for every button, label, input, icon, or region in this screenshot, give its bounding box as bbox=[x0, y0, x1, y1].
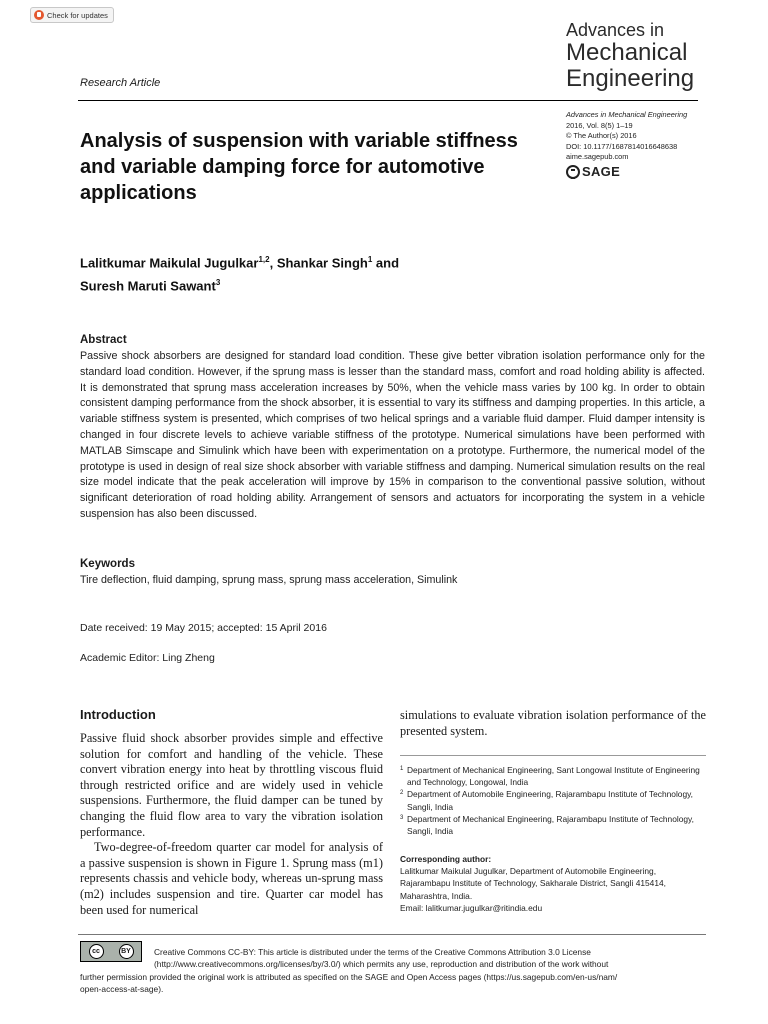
cc-icon: cc bbox=[89, 944, 104, 959]
corresponding-line-1: Lalitkumar Maikulal Jugulkar, Department of Automobile Engineering, bbox=[400, 866, 657, 877]
affiliation-number: 2 bbox=[400, 790, 404, 797]
keywords-text: Tire deflection, fluid damping, sprung mass, sprung mass acceleration, Simulink bbox=[80, 574, 458, 586]
header-divider bbox=[78, 100, 698, 101]
license-line-3[interactable]: further permission provided the original work is attributed as specified on the SAGE and Open Access pages (https://us.sagepub.com/en-us/nam/ bbox=[80, 971, 618, 982]
abstract-text: Passive shock absorbers are designed for standard load condition. These give better vibration isolation performance only for the standard load condition. However, if the sprung mass is lesser than the standard mass, comfort and road holding ability is affected. It is demonstrated that sprung mass acceleration increases by 50%, when the vehicle mass varies by 100 kg. In order to obtain consistent damping performance from the shock absorber, it is essential to vary its stiffness and damping properties. In this article, a variable stiffness system is presented, which comprises of two helical springs and a variable fluid damper. Fluid damper intensity is changed in four discrete levels to achieve variable stiffness of the prototype. Numerical simulations have been performed with MATLAB Simscape and Simulink which have been with experimentation on a prototype. Furthermore, the numerical model of the prototype is used in design of real size shock absorber with variable stiffness and damping. Numerical simulation results on the real size model indicate that the peak acceleration will improve by 15% in comparison to the conventional passive solution, without significant deterioration of road holding ability. Arrangement of sensors and actuators for incorporating the system in a vehicle suspension has also been discussed. bbox=[80, 350, 705, 520]
author-and: and bbox=[372, 255, 400, 271]
introduction-column-right: simulations to evaluate vibration isolation performance of the presented system. bbox=[400, 708, 706, 738]
affiliation-item bbox=[400, 788, 706, 812]
license-line-2[interactable]: (http://www.creativecommons.org/licenses/by/3.0/) which permits any use, reproduction and distribution of the work without bbox=[154, 959, 609, 970]
author-3[interactable]: Suresh Maruti Sawant bbox=[80, 278, 216, 294]
corresponding-author bbox=[400, 853, 706, 914]
affiliation-text: Department of Mechanical Engineering, Rajarambapu Institute of Technology, Sangli, India bbox=[407, 813, 694, 837]
intro-paragraph-2: Two-degree-of-freedom quarter car model for analysis of a passive suspension is shown in Figure 1. Sprung mass (m1) represents chassis and vehicle body, whereas un-sprung mass (m2) includes suspension and tire. Quarter car model has been used for numerical bbox=[80, 840, 383, 917]
corresponding-email[interactable]: Email: lalitkumar.jugulkar@ritindia.edu bbox=[400, 902, 543, 913]
affiliation-item bbox=[400, 813, 706, 837]
corresponding-author-heading: Corresponding author: bbox=[400, 854, 492, 864]
journal-title bbox=[566, 20, 756, 92]
introduction-heading: Introduction bbox=[80, 707, 156, 722]
license-line-1: Creative Commons CC-BY: This article is distributed under the terms of the Creative Commons Attribution 3.0 License bbox=[154, 947, 591, 957]
check-for-updates-badge[interactable] bbox=[30, 7, 114, 23]
author-separator: , bbox=[269, 255, 277, 271]
footnote-divider bbox=[400, 755, 706, 756]
corresponding-line-3: Maharashtra, India. bbox=[400, 890, 473, 901]
check-for-updates-label: Check for updates bbox=[47, 10, 108, 20]
author-3-affiliation: 3 bbox=[215, 278, 221, 288]
affiliation-number: 1 bbox=[400, 766, 404, 772]
bookmark-icon bbox=[34, 10, 44, 20]
affiliation-number: 3 bbox=[400, 814, 404, 821]
affiliation-text: Department of Automobile Engineering, Rajarambapu Institute of Technology, Sangli, India bbox=[407, 789, 694, 812]
author-1[interactable]: Lalitkumar Maikulal Jugulkar bbox=[80, 255, 259, 271]
meta-volume: 2016, Vol. 8(5) 1–19 bbox=[566, 120, 633, 130]
corresponding-line-2: Rajarambapu Institute of Technology, Sakharale District, Sangli 415414, bbox=[400, 878, 666, 889]
meta-doi[interactable]: DOI: 10.1177/1687814016648638 bbox=[566, 141, 678, 151]
date-received: Date received: 19 May 2015; accepted: 15 April 2016 bbox=[80, 622, 327, 634]
author-list bbox=[80, 250, 530, 297]
license-divider bbox=[78, 934, 706, 935]
license-line-4: open-access-at-sage). bbox=[80, 984, 164, 995]
article-type: Research Article bbox=[80, 77, 161, 89]
keywords-heading: Keywords bbox=[80, 558, 135, 570]
creative-commons-badge[interactable] bbox=[80, 941, 142, 962]
license-text bbox=[80, 946, 706, 996]
affiliation-item bbox=[400, 764, 706, 788]
abstract-heading: Abstract bbox=[80, 334, 127, 346]
meta-journal-name: Advances in Mechanical Engineering bbox=[566, 110, 688, 119]
journal-title-line1: Advances in bbox=[566, 20, 665, 40]
sage-logo-text: SAGE bbox=[582, 164, 621, 179]
author-1-affiliation: 1,2 bbox=[258, 255, 270, 264]
paper-title: Analysis of suspension with variable stiffness and variable damping force for automotive applications bbox=[80, 130, 518, 204]
affiliations bbox=[400, 764, 706, 837]
author-2-affiliation: 1 bbox=[367, 255, 373, 264]
intro-paragraph-1: Passive fluid shock absorber provides simple and effective solution for comfort and handling of the vehicle. These convert vibration energy into heat by throttling viscous fluid through restricted orifice and are widely used in vehicle suspensions. Furthermore, the fluid damper can be tuned by changing the fluid flow area to vary the vibration isolation performance. bbox=[80, 731, 383, 839]
meta-copyright: © The Author(s) 2016 bbox=[566, 131, 637, 140]
sage-logo bbox=[566, 164, 620, 179]
journal-title-line3: Engineering bbox=[566, 65, 695, 92]
affiliation-text: Department of Mechanical Engineering, Sant Longowal Institute of Engineering and Technology, Longowal, India bbox=[407, 765, 700, 788]
introduction-column-left bbox=[80, 731, 383, 918]
author-2[interactable]: Shankar Singh bbox=[276, 255, 368, 271]
meta-url[interactable]: aime.sagepub.com bbox=[566, 152, 629, 161]
academic-editor: Academic Editor: Ling Zheng bbox=[80, 652, 215, 664]
journal-title-line2: Mechanical bbox=[566, 39, 688, 66]
sage-s-icon bbox=[566, 165, 580, 179]
article-meta bbox=[566, 110, 756, 163]
by-attribution-icon: BY bbox=[119, 944, 134, 959]
